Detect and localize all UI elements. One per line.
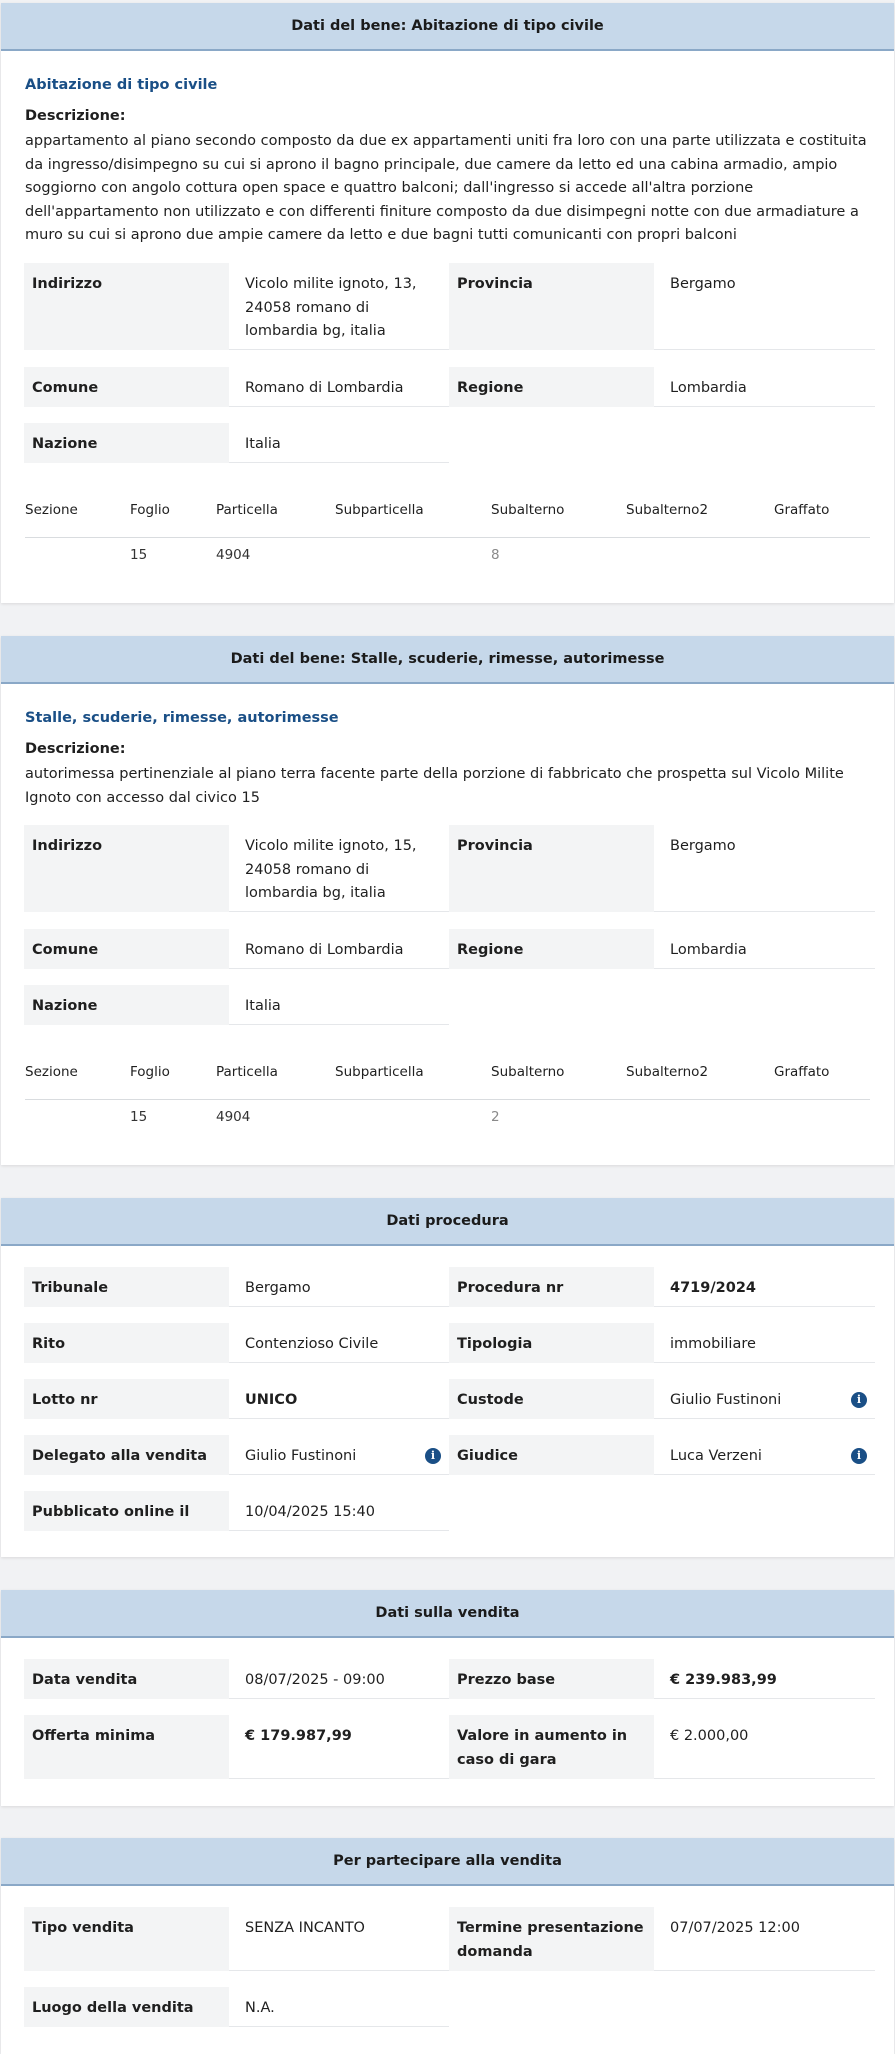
bene-title: Abitazione di tipo civile — [25, 77, 218, 93]
catasto-particella: 4904 — [216, 547, 251, 563]
custode-value — [654, 1379, 875, 1419]
nazione-value: Italia — [229, 985, 449, 1025]
indirizzo-label: Indirizzo — [24, 825, 229, 912]
catasto-subalterno: 8 — [491, 547, 500, 563]
card-header: Dati del bene: Abitazione di tipo civile — [1, 3, 894, 51]
catasto-header-subalterno: Subalterno — [491, 502, 565, 518]
prezzo-base-value — [654, 1659, 875, 1699]
provincia-value: Bergamo — [654, 825, 875, 912]
catasto-divider — [25, 537, 870, 538]
regione-value: Lombardia — [654, 929, 875, 969]
card-header: Per partecipare alla vendita — [1, 1838, 894, 1886]
valore-aumento-value: € 2.000,00 — [654, 1715, 875, 1779]
catasto-particella: 4904 — [216, 1109, 251, 1125]
bene-card-autorimessa — [1, 636, 894, 1165]
indirizzo-label: Indirizzo — [24, 263, 229, 350]
lotto-value — [229, 1379, 449, 1419]
comune-label: Comune — [24, 367, 229, 407]
custode-info-icon[interactable]: i — [851, 1392, 867, 1408]
lotto-text: UNICO — [245, 1392, 298, 1408]
catasto-subalterno: 2 — [491, 1109, 500, 1125]
catasto-header-foglio: Foglio — [130, 502, 170, 518]
prezzo-base-text: € 239.983,99 — [670, 1672, 777, 1688]
card-header: Dati del bene: Stalle, scuderie, rimesse, autorimesse — [1, 636, 894, 684]
card-header: Dati sulla vendita — [1, 1590, 894, 1638]
giudice-info-icon[interactable]: i — [851, 1448, 867, 1464]
prezzo-base-label: Prezzo base — [449, 1659, 654, 1699]
giudice-name: Luca Verzeni — [670, 1448, 762, 1464]
offerta-minima-value — [229, 1715, 449, 1779]
vendita-card — [1, 1590, 894, 1806]
luogo-value: N.A. — [229, 1987, 449, 2027]
comune-label: Comune — [24, 929, 229, 969]
procedura-nr-value — [654, 1267, 875, 1307]
catasto-header-subalterno: Subalterno — [491, 1064, 565, 1080]
lotto-label: Lotto nr — [24, 1379, 229, 1419]
luogo-label: Luogo della vendita — [24, 1987, 229, 2027]
delegato-info-icon[interactable]: i — [425, 1448, 441, 1464]
procedura-card — [1, 1198, 894, 1557]
comune-value: Romano di Lombardia — [229, 367, 449, 407]
catasto-divider — [25, 1099, 870, 1100]
catasto-header-foglio: Foglio — [130, 1064, 170, 1080]
rito-value: Contenzioso Civile — [229, 1323, 449, 1363]
catasto-foglio: 15 — [130, 547, 148, 563]
offerta-minima-label: Offerta minima — [24, 1715, 229, 1779]
delegato-label: Delegato alla vendita — [24, 1435, 229, 1475]
partecipare-card — [1, 1838, 894, 2054]
nazione-label: Nazione — [24, 985, 229, 1025]
nazione-value: Italia — [229, 423, 449, 463]
pubblicato-value: 10/04/2025 15:40 — [229, 1491, 449, 1531]
regione-value: Lombardia — [654, 367, 875, 407]
provincia-label: Provincia — [449, 263, 654, 350]
valore-aumento-label: Valore in aumento in caso di gara — [449, 1715, 654, 1779]
catasto-header-graffato: Graffato — [774, 502, 830, 518]
indirizzo-value: Vicolo milite ignoto, 15, 24058 romano di lombardia bg, italia — [229, 825, 449, 912]
tipologia-value: immobiliare — [654, 1323, 875, 1363]
bene-card-abitazione — [1, 3, 894, 603]
catasto-header-particella: Particella — [216, 1064, 278, 1080]
giudice-label: Giudice — [449, 1435, 654, 1475]
tribunale-value: Bergamo — [229, 1267, 449, 1307]
catasto-header-graffato: Graffato — [774, 1064, 830, 1080]
catasto-header-subparticella: Subparticella — [335, 1064, 424, 1080]
regione-label: Regione — [449, 929, 654, 969]
comune-value: Romano di Lombardia — [229, 929, 449, 969]
catasto-header-subparticella: Subparticella — [335, 502, 424, 518]
tipo-vendita-label: Tipo vendita — [24, 1907, 229, 1971]
delegato-name: Giulio Fustinoni — [245, 1448, 357, 1464]
data-vendita-label: Data vendita — [24, 1659, 229, 1699]
termine-value: 07/07/2025 12:00 — [654, 1907, 875, 1971]
description-label: Descrizione: — [25, 741, 126, 757]
catasto-header-sezione: Sezione — [25, 502, 78, 518]
card-header: Dati procedura — [1, 1198, 894, 1246]
provincia-value: Bergamo — [654, 263, 875, 350]
catasto-foglio: 15 — [130, 1109, 148, 1125]
catasto-header-subalterno2: Subalterno2 — [626, 502, 709, 518]
rito-label: Rito — [24, 1323, 229, 1363]
pubblicato-label: Pubblicato online il — [24, 1491, 229, 1531]
provincia-label: Provincia — [449, 825, 654, 912]
tipo-vendita-value: SENZA INCANTO — [229, 1907, 449, 1971]
regione-label: Regione — [449, 367, 654, 407]
description-text: autorimessa pertinenziale al piano terra facente parte della porzione di fabbricato che prospetta sul Vicolo Milite Ignoto con accesso dal civico 15 — [25, 766, 844, 806]
procedura-nr-text: 4719/2024 — [670, 1280, 757, 1296]
catasto-header-sezione: Sezione — [25, 1064, 78, 1080]
catasto-header-particella: Particella — [216, 502, 278, 518]
tribunale-label: Tribunale — [24, 1267, 229, 1307]
bene-title: Stalle, scuderie, rimesse, autorimesse — [25, 710, 339, 726]
offerta-minima-text: € 179.987,99 — [245, 1728, 352, 1744]
indirizzo-value: Vicolo milite ignoto, 13, 24058 romano di lombardia bg, italia — [229, 263, 449, 350]
termine-label: Termine presentazione domanda — [449, 1907, 654, 1971]
description-text: appartamento al piano secondo composto da due ex appartamenti uniti fra loro con una parte utilizzata e costituita da ingresso/disimpegno su cui si aprono il bagno principale, due camere da letto ed una cabina armadio, ampio soggiorno con angolo cottura open space e quattro balconi; dall'ingresso si accede all'altra porzione dell'appartamento non utilizzato e con differenti finiture composto da due disimpegni notte con due armadiature a muro su cui si aprono due ampie camere da letto e due bagni tutti comunicanti con propri balconi — [25, 133, 867, 243]
giudice-value — [654, 1435, 875, 1475]
delegato-value — [229, 1435, 449, 1475]
catasto-header-subalterno2: Subalterno2 — [626, 1064, 709, 1080]
nazione-label: Nazione — [24, 423, 229, 463]
custode-label: Custode — [449, 1379, 654, 1419]
data-vendita-value: 08/07/2025 - 09:00 — [229, 1659, 449, 1699]
tipologia-label: Tipologia — [449, 1323, 654, 1363]
description-label: Descrizione: — [25, 108, 126, 124]
custode-name: Giulio Fustinoni — [670, 1392, 782, 1408]
procedura-nr-label: Procedura nr — [449, 1267, 654, 1307]
